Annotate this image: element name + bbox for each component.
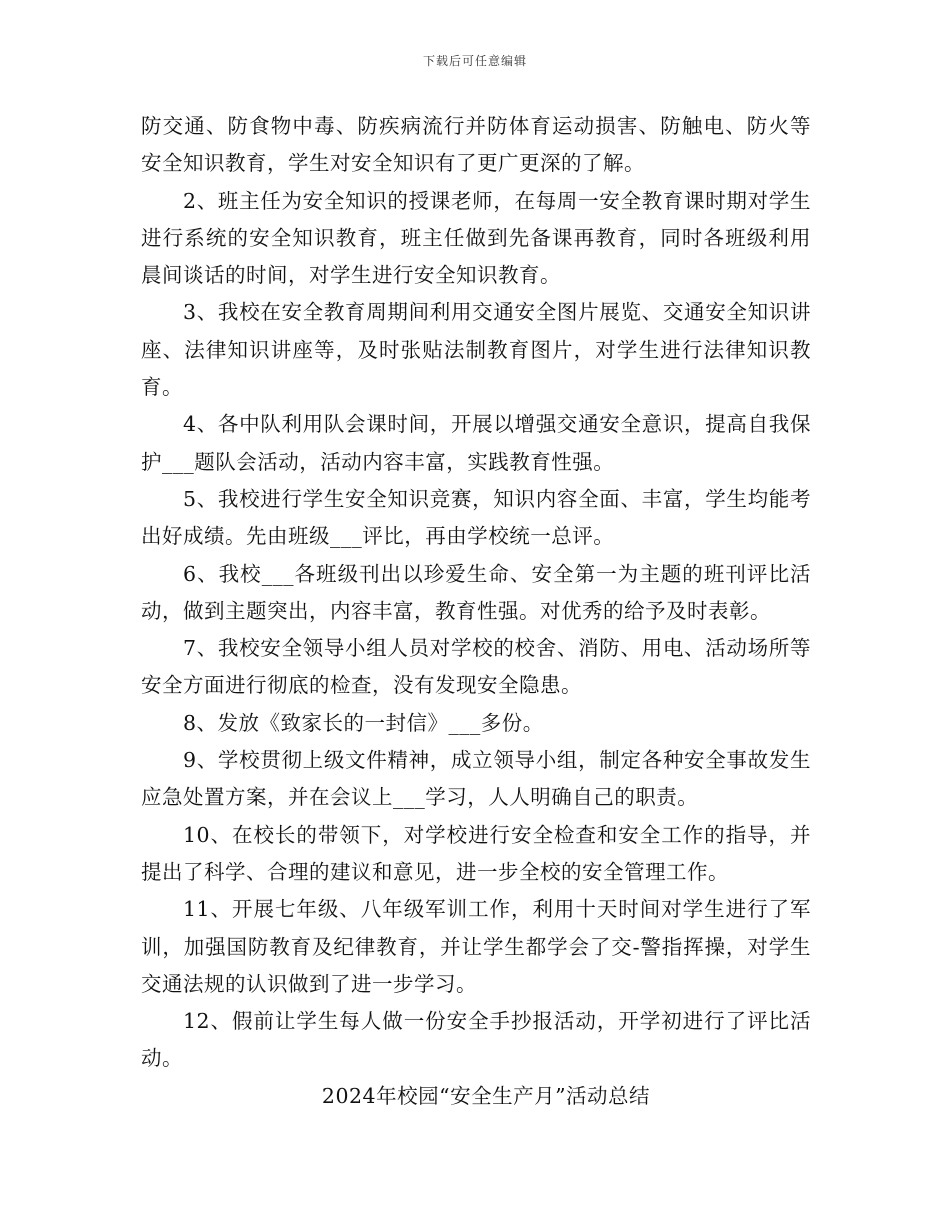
paragraph-item-8: 8、发放《致家长的一封信》___多份。	[183, 710, 544, 735]
paragraph-item-3: 3、我校在安全教育周期间利用交通安全图片展览、交通安全知识讲座、法律知识讲座等，及时张贴法制教育图片，对学生进行法律知识教育。	[141, 300, 811, 400]
paragraph-item-10: 10、在校长的带领下，对学校进行安全检查和安全工作的指导，并提出了科学、合理的建议和意见，进一步全校的安全管理工作。	[141, 822, 811, 884]
document-body	[141, 108, 811, 1115]
paragraph-item-4: 4、各中队利用队会课时间，开展以增强交通安全意识，提高自我保护___题队会活动，活动内容丰富，实践教育性强。	[141, 412, 811, 474]
paragraph-item-7: 7、我校安全领导小组人员对学校的校舍、消防、用电、活动场所等安全方面进行彻底的检查，没有发现安全隐患。	[141, 636, 811, 698]
paragraph-item-6: 6、我校___各班级刊出以珍爱生命、安全第一为主题的班刊评比活动，做到主题突出，内容丰富，教育性强。对优秀的给予及时表彰。	[141, 561, 811, 623]
paragraph-item-2: 2、班主任为安全知识的授课老师，在每周一安全教育课时期对学生进行系统的安全知识教育，班主任做到先备课再教育，同时各班级利用晨间谈话的时间，对学生进行安全知识教育。	[141, 188, 811, 288]
page-header: 下载后可任意编辑	[422, 54, 527, 68]
next-document-title: 2024年校园“安全生产月”活动总结	[321, 1083, 651, 1108]
paragraph-item-5: 5、我校进行学生安全知识竞赛，知识内容全面、丰富，学生均能考出好成绩。先由班级___评比，再由学校统一总评。	[141, 486, 811, 549]
paragraph-item-9: 9、学校贯彻上级文件精神，成立领导小组，制定各种安全事故发生应急处置方案，并在会议上___学习，人人明确自己的职责。	[141, 748, 811, 810]
paragraph-item-12: 12、假前让学生每人做一份安全手抄报活动，开学初进行了评比活动。	[141, 1009, 811, 1071]
paragraph-item-11: 11、开展七年级、八年级军训工作，利用十天时间对学生进行了军训，加强国防教育及纪律教育，并让学生都学会了交-警指挥操，对学生交通法规的认识做到了进一步学习。	[141, 897, 811, 996]
paragraph-intro: 防交通、防食物中毒、防疾病流行并防体育运动损害、防触电、防火等安全知识教育，学生对安全知识有了更广更深的了解。	[141, 114, 811, 176]
